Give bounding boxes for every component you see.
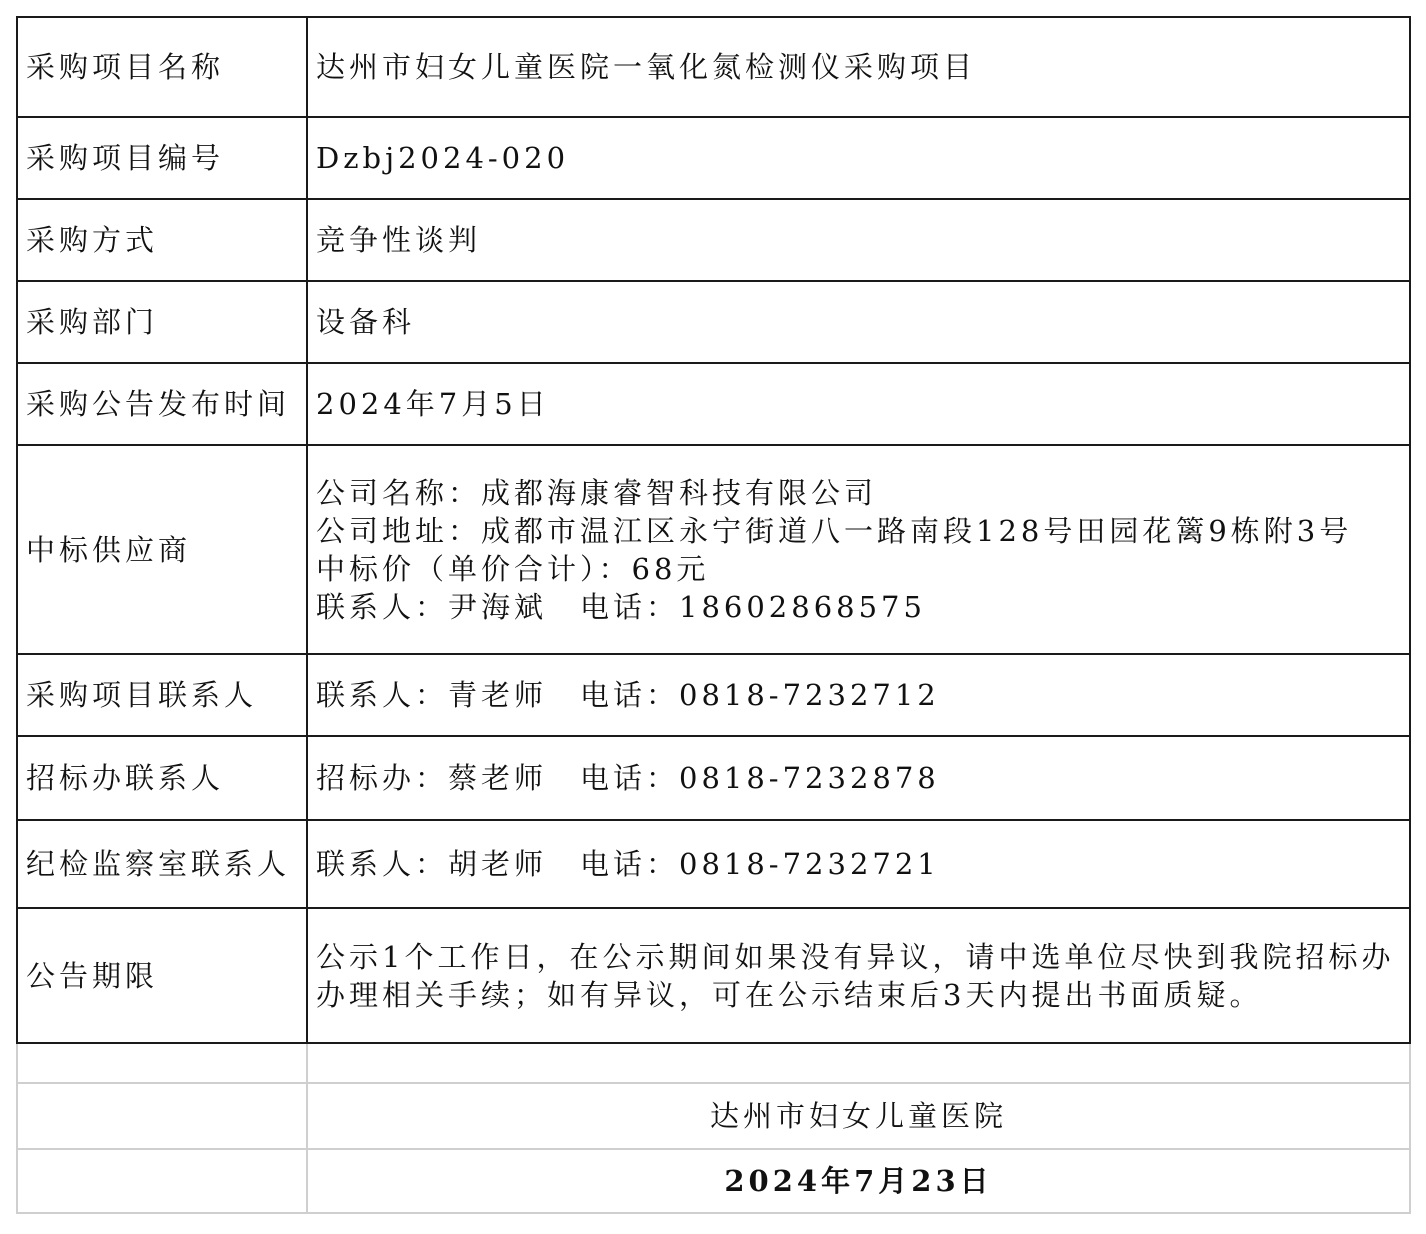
row-label-tender-office-contact: 招标办联系人: [17, 736, 307, 820]
row-value-project-number: Dzbj2024-020: [307, 117, 1410, 199]
footer-date: 2024年7月23日: [307, 1149, 1410, 1213]
table-row: [17, 820, 1410, 908]
row-value-project-name: 达州市妇女儿童医院一氧化氮检测仪采购项目: [307, 17, 1410, 117]
table-row: [17, 908, 1410, 1043]
supplier-company-address: 公司地址：成都市温江区永宁街道八一路南段128号田园花篱9栋附3号: [316, 513, 1353, 548]
footer-date-row: [17, 1149, 1410, 1213]
table-row: [17, 199, 1410, 281]
table-row: [17, 363, 1410, 445]
row-label-procurement-method: 采购方式: [17, 199, 307, 281]
supplier-contact: 联系人：尹海斌 电话：18602868575: [316, 589, 926, 624]
row-label-publish-date: 采购公告发布时间: [17, 363, 307, 445]
row-value-discipline-contact: 联系人：胡老师 电话：0818-7232721: [307, 820, 1410, 908]
footer-organization: 达州市妇女儿童医院: [307, 1083, 1410, 1149]
row-label-discipline-contact: 纪检监察室联系人: [17, 820, 307, 908]
procurement-result-table: [16, 16, 1411, 1214]
row-value-publish-date: 2024年7月5日: [307, 363, 1410, 445]
row-value-procurement-method: 竞争性谈判: [307, 199, 1410, 281]
supplier-winning-price: 中标价（单价合计）：68元: [316, 551, 710, 586]
footer-empty-cell: [17, 1043, 307, 1083]
table-row: [17, 654, 1410, 736]
notice-period-text: 公示1个工作日，在公示期间如果没有异议，请中选单位尽快到我院招标办办理相关手续；如有异议，可在公示结束后3天内提出书面质疑。: [316, 939, 1395, 1012]
row-label-project-number: 采购项目编号: [17, 117, 307, 199]
supplier-company-name: 公司名称：成都海康睿智科技有限公司: [316, 475, 878, 510]
row-value-notice-period: [307, 908, 1410, 1043]
footer-org-row: [17, 1083, 1410, 1149]
row-label-winning-supplier: 中标供应商: [17, 445, 307, 654]
row-label-project-contact: 采购项目联系人: [17, 654, 307, 736]
row-value-winning-supplier: [307, 445, 1410, 654]
footer-empty-cell: [307, 1043, 1410, 1083]
table-row: [17, 736, 1410, 820]
footer-empty-cell: [17, 1149, 307, 1213]
row-value-department: 设备科: [307, 281, 1410, 363]
table-row: [17, 281, 1410, 363]
table-row: [17, 445, 1410, 654]
row-label-department: 采购部门: [17, 281, 307, 363]
footer-empty-cell: [17, 1083, 307, 1149]
row-label-project-name: 采购项目名称: [17, 17, 307, 117]
row-label-notice-period: 公告期限: [17, 908, 307, 1043]
row-value-tender-office-contact: 招标办：蔡老师 电话：0818-7232878: [307, 736, 1410, 820]
row-value-project-contact: 联系人：青老师 电话：0818-7232712: [307, 654, 1410, 736]
footer-spacer-row: [17, 1043, 1410, 1083]
table-row: [17, 17, 1410, 117]
table-row: [17, 117, 1410, 199]
